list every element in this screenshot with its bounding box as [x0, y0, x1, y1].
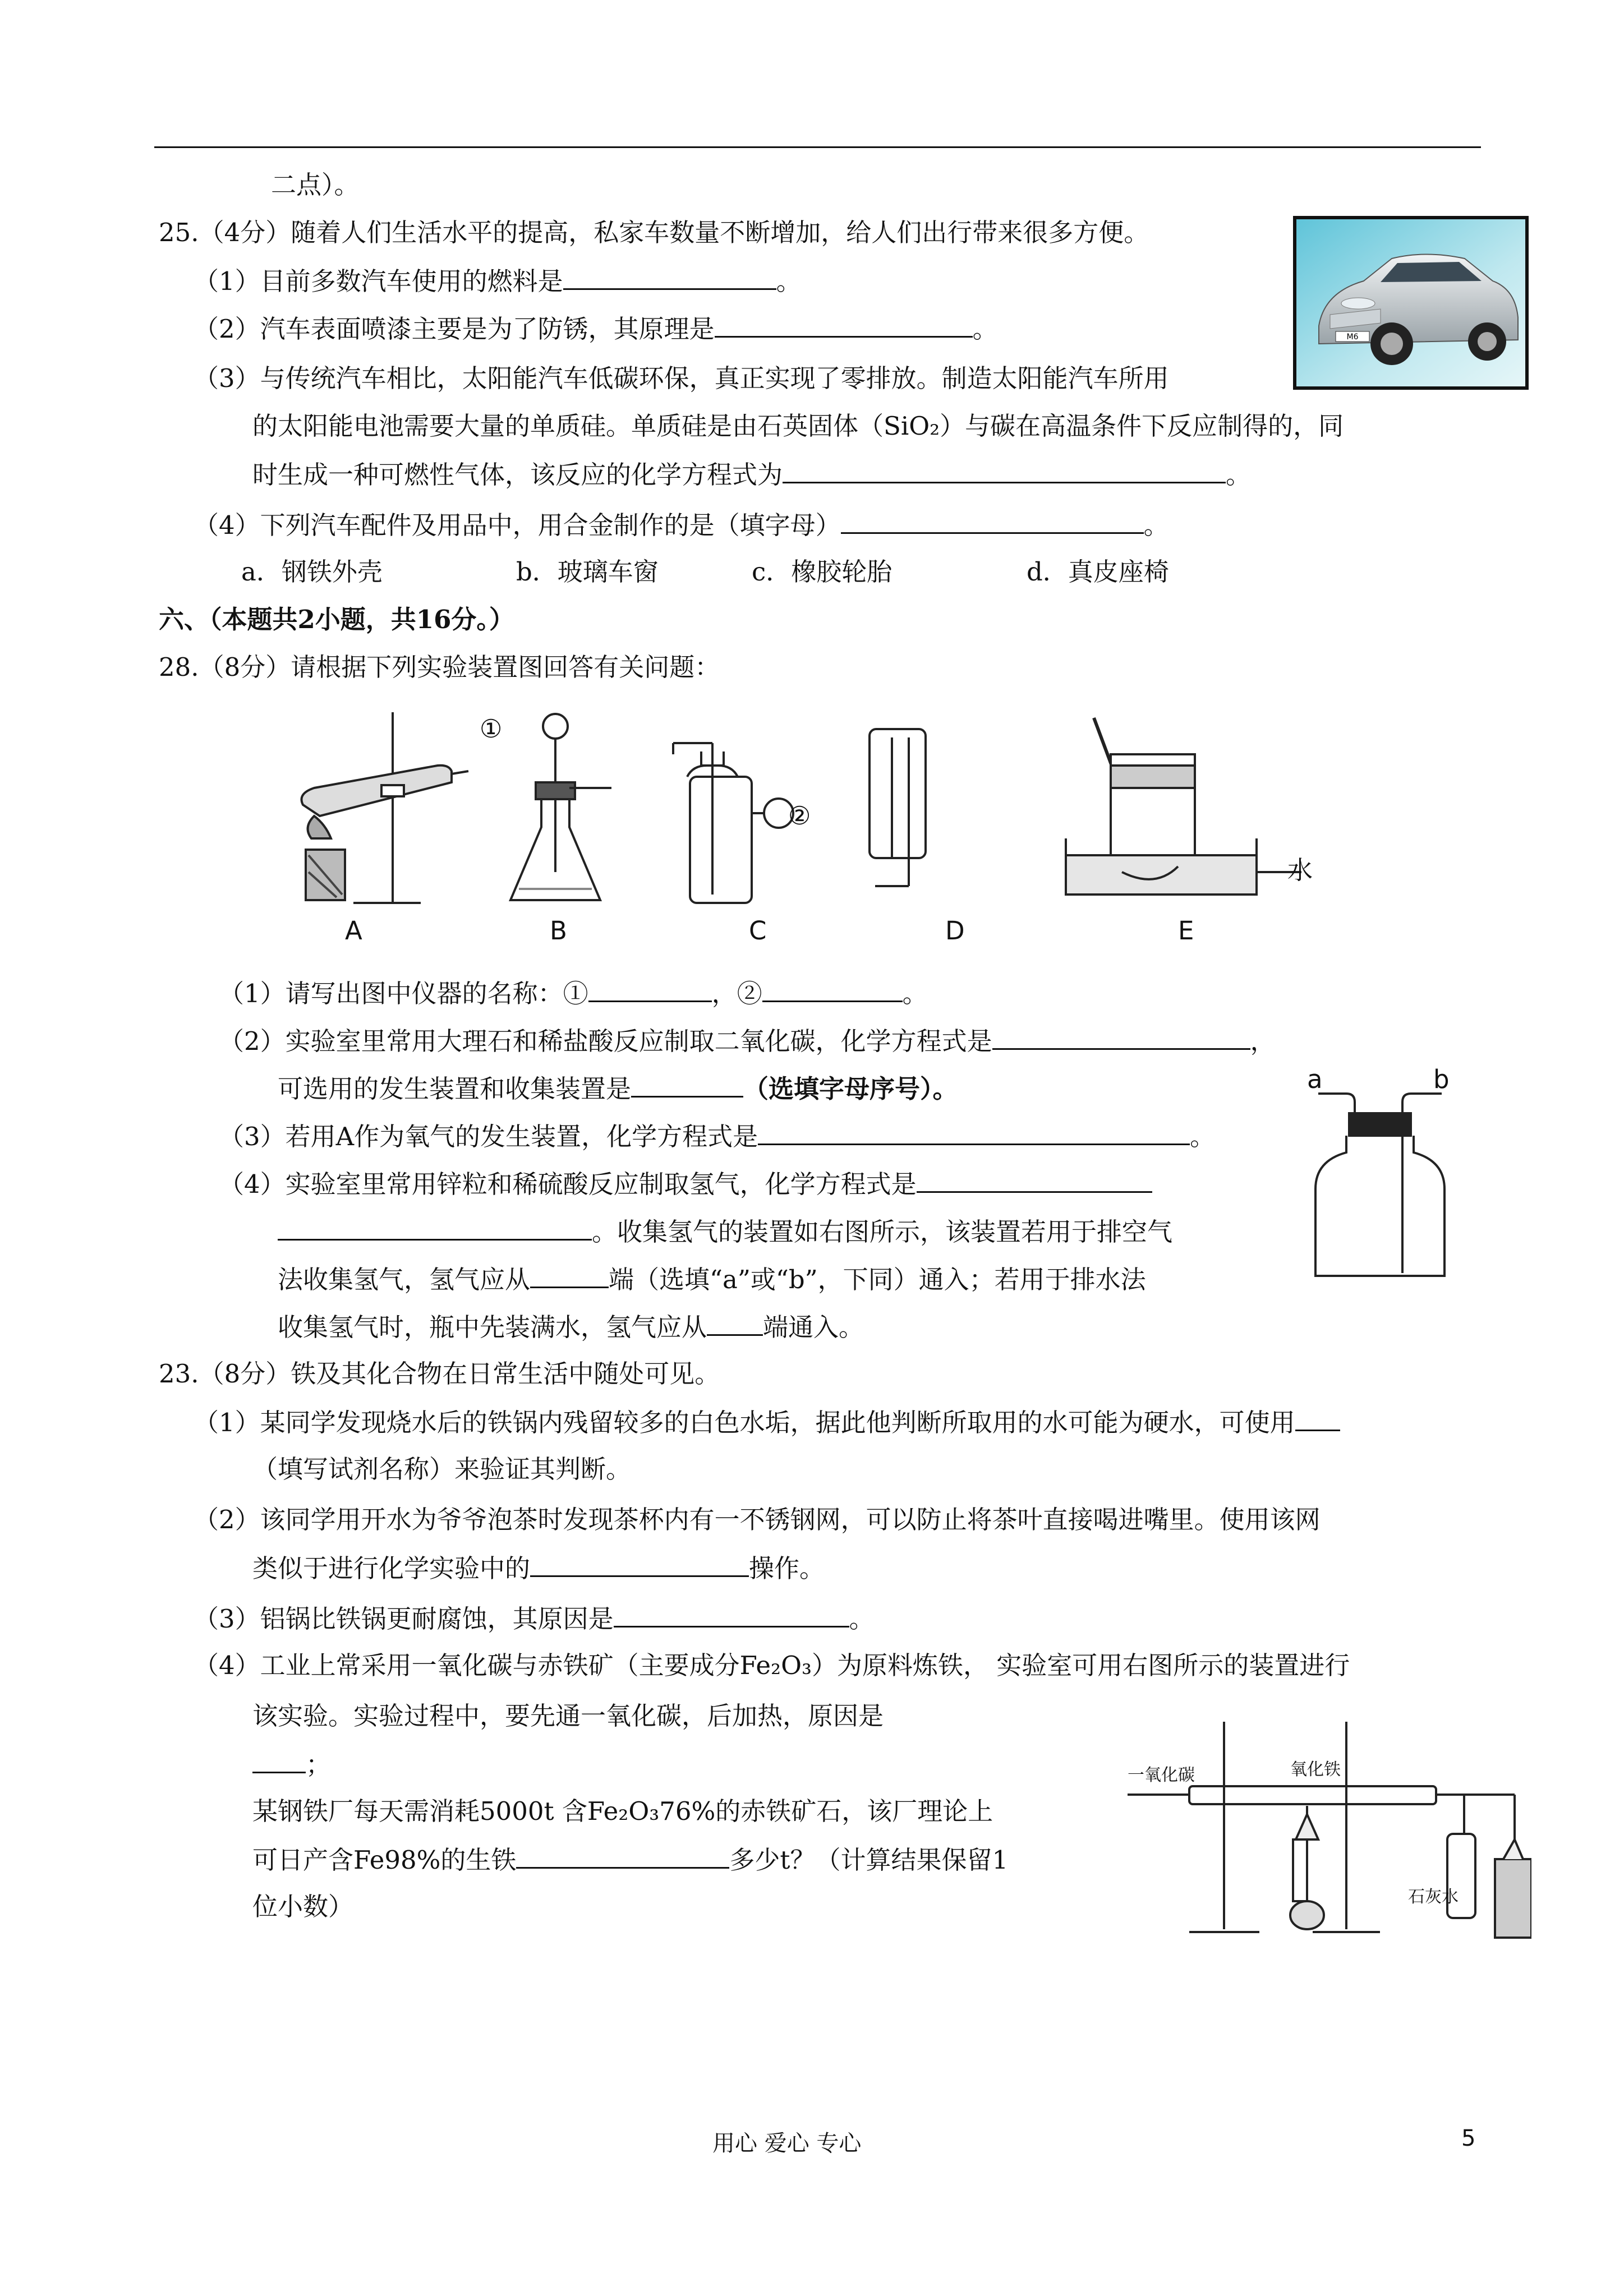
- answer-blank[interactable]: [252, 1747, 306, 1773]
- marker-1: ①: [480, 714, 503, 744]
- answer-blank[interactable]: [278, 1214, 592, 1241]
- water-label: 水: [1287, 855, 1313, 885]
- q23-part1-line1: （1）某同学发现烧水后的铁锅内残留较多的白色水垢，据此他判断所取用的水可能为硬水，可使用: [194, 1405, 1340, 1440]
- answer-blank[interactable]: [1295, 1405, 1340, 1431]
- page-number: 5: [1461, 2126, 1476, 2151]
- q28-part4-line1: （4）实验室里常用锌粒和稀硫酸反应制取氢气，化学方程式是: [219, 1167, 1152, 1201]
- answer-blank[interactable]: [758, 1119, 1190, 1145]
- label-carbon-monoxide: 一氧化碳: [1128, 1765, 1195, 1785]
- car-badge-text: M6: [1346, 333, 1359, 342]
- apparatus-label-a: A: [345, 916, 362, 946]
- q25-part4: （4）下列汽车配件及用品中，用合金制作的是（填字母） 。: [194, 508, 1169, 542]
- q25-part3-line2: 的太阳能电池需要大量的单质硅。单质硅是由石英固体（SiO₂）与碳在高温条件下反应制得的，同: [252, 411, 1344, 441]
- q25-option-b: b．玻璃车窗: [516, 557, 659, 587]
- iron-smelting-figure: [1128, 1711, 1531, 1952]
- q28-part4-line2: 。收集氢气的装置如右图所示，该装置若用于排空气: [278, 1214, 1172, 1249]
- answer-blank[interactable]: [530, 1551, 749, 1577]
- apparatus-label-e: E: [1178, 916, 1194, 946]
- q23-part3: （3）铝锅比铁锅更耐腐蚀，其原因是 。: [194, 1601, 875, 1636]
- q25-stem: 25.（4分）随着人们生活水平的提高，私家车数量不断增加，给人们出行带来很多方便。: [159, 218, 1149, 247]
- q23-part4-line4: 某钢铁厂每天需消耗5000t 含Fe₂O₃76%的赤铁矿石，该厂理论上: [252, 1796, 993, 1826]
- bottle-port-b: b: [1433, 1064, 1450, 1094]
- answer-blank[interactable]: [715, 311, 973, 338]
- q25-option-a: a．钢铁外壳: [241, 557, 383, 587]
- answer-blank[interactable]: [707, 1310, 763, 1336]
- answer-blank[interactable]: [530, 1262, 609, 1288]
- q28-part4-line4: 收集氢气时，瓶中先装满水，氢气应从 端通入。: [278, 1310, 864, 1344]
- prev-question-tail: 二点）。: [271, 170, 360, 200]
- q28-part4-line3: 法收集氢气，氢气应从 端（选填“a”或“b”，下同）通入；若用于排水法: [278, 1262, 1146, 1297]
- footer-motto: 用心 爱心 专心: [712, 2131, 862, 2156]
- answer-blank[interactable]: [992, 1023, 1250, 1050]
- header-rule: [154, 146, 1481, 148]
- car-photo: [1293, 216, 1529, 390]
- q23-part4-line3: ；: [252, 1747, 331, 1782]
- q28-part1: （1）请写出图中仪器的名称：① ，② 。: [219, 976, 928, 1011]
- label-lime-water: 石灰水: [1408, 1887, 1459, 1907]
- gas-bottle-figure: [1307, 1064, 1453, 1284]
- section-6-title: 六、（本题共2小题，共16分。）: [159, 605, 514, 634]
- q25-part3-line3: 时生成一种可燃性气体，该反应的化学方程式为 。: [252, 457, 1251, 492]
- q23-part4-line1: （4）工业上常采用一氧化碳与赤铁矿（主要成分Fe₂O₃）为原料炼铁， 实验室可用右图所示的装置进行: [194, 1650, 1350, 1680]
- q25-option-c: c．橡胶轮胎: [752, 557, 892, 587]
- apparatus-figure: [280, 704, 1318, 956]
- answer-blank[interactable]: [516, 1842, 729, 1869]
- q23-part4-line2: 该实验。实验过程中，要先通一氧化碳，后加热，原因是: [252, 1701, 884, 1731]
- q23-part1-line2: （填写试剂名称）来验证其判断。: [252, 1454, 632, 1484]
- q28-part2-line1: （2）实验室里常用大理石和稀盐酸反应制取二氧化碳，化学方程式是 ，: [219, 1023, 1276, 1058]
- q25-part2: （2）汽车表面喷漆主要是为了防锈，其原理是 。: [194, 311, 998, 346]
- answer-blank[interactable]: [917, 1167, 1152, 1193]
- answer-blank[interactable]: [614, 1601, 849, 1628]
- marker-2: ②: [788, 801, 811, 831]
- apparatus-label-c: C: [749, 916, 767, 946]
- q25-part1: （1）目前多数汽车使用的燃料是 。: [194, 264, 802, 298]
- answer-blank[interactable]: [563, 264, 776, 290]
- q23-part4-line5: 可日产含Fe98%的生铁 多少t？（计算结果保留1: [252, 1842, 1008, 1877]
- answer-blank[interactable]: [783, 457, 1226, 483]
- q23-part2-line1: （2）该同学用开水为爷爷泡茶时发现茶杯内有一不锈钢网，可以防止将茶叶直接喝进嘴里。使用该网: [194, 1505, 1321, 1534]
- answer-blank[interactable]: [841, 508, 1144, 534]
- q23-part2-line2: 类似于进行化学实验中的 操作。: [252, 1551, 825, 1585]
- apparatus-label-d: D: [945, 916, 965, 946]
- q25-option-d: d．真皮座椅: [1027, 557, 1169, 587]
- q23-part4-line6: 位小数）: [252, 1892, 354, 1921]
- label-iron-oxide: 氧化铁: [1290, 1760, 1341, 1779]
- bottle-port-a: a: [1307, 1064, 1323, 1094]
- q28-part2-line2: 可选用的发生装置和收集装置是 （选填字母序号）。: [278, 1071, 958, 1106]
- answer-blank[interactable]: [588, 976, 712, 1002]
- q28-stem: 28.（8分）请根据下列实验装置图回答有关问题：: [159, 652, 720, 682]
- answer-blank[interactable]: [762, 976, 903, 1002]
- q28-part3: （3）若用A作为氧气的发生装置，化学方程式是 。: [219, 1119, 1215, 1154]
- q25-part3-line1: （3）与传统汽车相比，太阳能汽车低碳环保，真正实现了零排放。制造太阳能汽车所用: [194, 363, 1169, 393]
- apparatus-label-b: B: [550, 916, 567, 946]
- answer-blank[interactable]: [631, 1071, 743, 1098]
- q23-stem: 23.（8分）铁及其化合物在日常生活中随处可见。: [159, 1359, 720, 1389]
